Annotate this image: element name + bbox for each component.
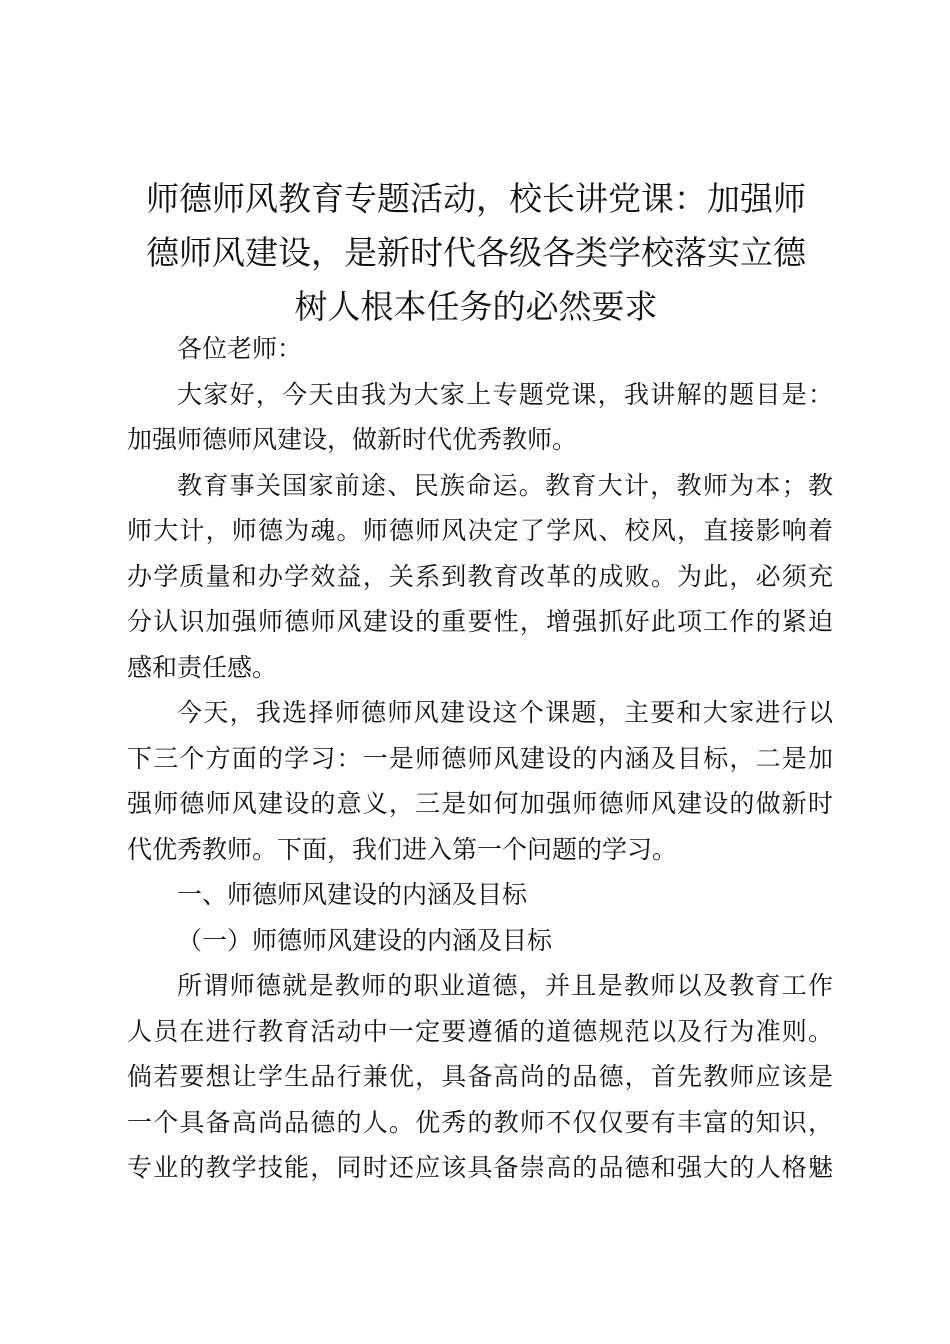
- text-line: 专业的教学技能，同时还应该具备崇高的品德和强大的人格魅: [127, 1153, 833, 1182]
- text-line: 分认识加强师德师风建设的重要性，增强抓好此项工作的紧迫: [127, 607, 833, 636]
- text-line: 大家好，今天由我为大家上专题党课，我讲解的题目是：: [177, 379, 833, 409]
- title-line: 德师风建设，是新时代各级各类学校落实立德: [146, 233, 806, 272]
- title-line: 树人根本任务的必然要求: [294, 287, 658, 326]
- salutation-paragraph: [127, 326, 833, 372]
- text-line: 下三个方面的学习：一是师德师风建设的内涵及目标，二是加: [127, 743, 833, 773]
- text-line: 加强师德师风建设，做新时代优秀教师。: [127, 425, 578, 454]
- text-line: 各位老师：: [177, 334, 303, 363]
- text-line: 教育事关国家前途、民族命运。教育大计，教师为本；教: [177, 470, 833, 500]
- text-line: 强师德师风建设的意义，三是如何加强师德师风建设的做新时: [127, 789, 833, 818]
- text-line: （一）师德师风建设的内涵及目标: [177, 925, 553, 955]
- body-paragraph: [127, 463, 833, 691]
- text-line: 办学质量和办学效益，关系到教育改革的成败。为此，必须充: [127, 561, 833, 591]
- text-line: 所谓师德就是教师的职业道德，并且是教师以及教育工作: [177, 971, 833, 1000]
- text-line: 一、师德师风建设的内涵及目标: [177, 880, 528, 909]
- document-title: [120, 172, 832, 334]
- text-line: 感和责任感。: [127, 652, 278, 682]
- text-line: 代优秀教师。下面，我们进入第一个问题的学习。: [127, 834, 678, 864]
- text-line: 人员在进行教育活动中一定要遵循的道德规范以及行为准则。: [127, 1016, 833, 1046]
- subsection-heading: [127, 918, 833, 964]
- text-line: 倘若要想让学生品行兼优，具备高尚的品德，首先教师应该是: [127, 1062, 833, 1091]
- text-line: 今天，我选择师德师风建设这个课题，主要和大家进行以: [177, 698, 833, 727]
- body-paragraph: [127, 690, 833, 872]
- section-heading: [127, 872, 833, 918]
- text-line: 一个具备高尚品德的人。优秀的教师不仅仅要有丰富的知识，: [127, 1107, 833, 1137]
- text-line: 师大计，师德为魂。师德师风决定了学风、校风，直接影响着: [127, 516, 833, 545]
- greeting-paragraph: [127, 372, 833, 463]
- title-line: 师德师风教育专题活动，校长讲党课：加强师: [146, 179, 806, 218]
- body-paragraph: [127, 963, 833, 1191]
- document-body: [127, 326, 833, 1191]
